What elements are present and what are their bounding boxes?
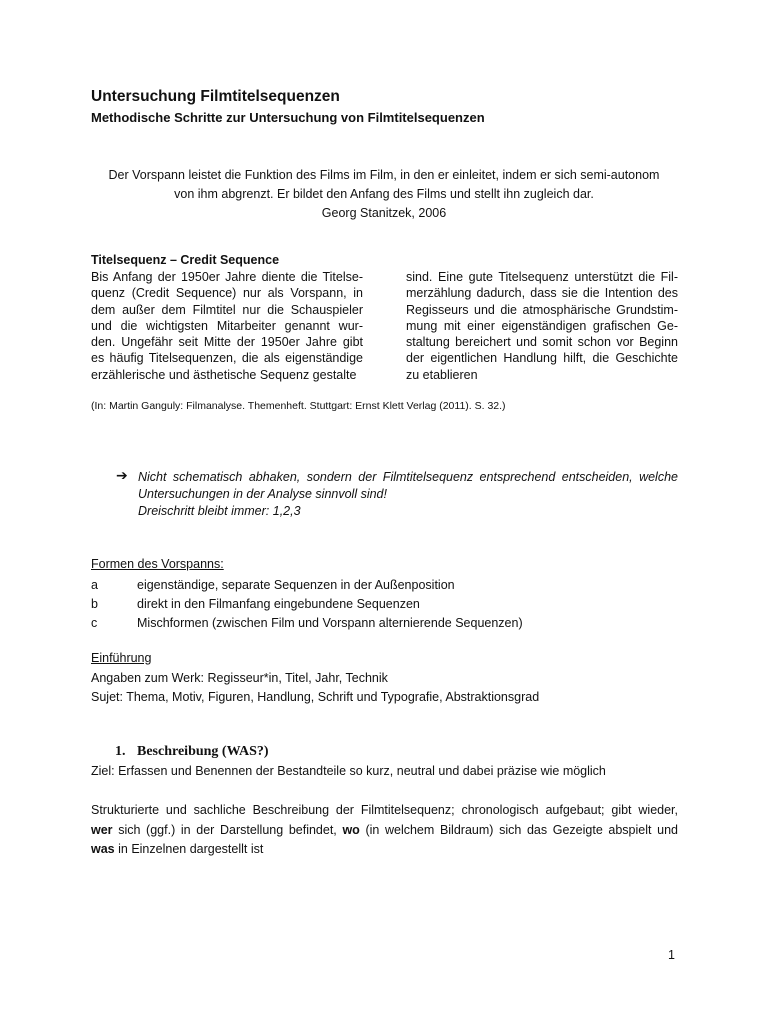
text-line: dem außer dem Filmtitel nur die Schauspieler (91, 302, 363, 317)
page-number: 1 (668, 948, 675, 962)
citation: (In: Martin Ganguly: Filmanalyse. Themenheft. Stuttgart: Ernst Klett Verlag (2011). S. 32.) (91, 400, 506, 412)
einfuehrung-body (91, 669, 539, 706)
text-line: und die wichtigsten Mitarbeiter genannt wur- (91, 318, 363, 333)
epigraph-quote (90, 166, 678, 223)
page-title: Untersuchung Filmtitelsequenzen (91, 88, 340, 105)
formen-heading: Formen des Vorspanns: (91, 557, 224, 571)
list-item-text: eigenständige, separate Sequenzen in der Außenposition (137, 578, 455, 592)
text-line (91, 821, 678, 841)
heading-text: Beschreibung (WAS?) (137, 744, 269, 759)
einfuehrung-heading: Einführung (91, 651, 152, 665)
list-item (91, 595, 523, 614)
text-line: Angaben zum Werk: Regisseur*in, Titel, Jahr, Technik (91, 671, 388, 685)
list-item (91, 614, 523, 633)
list-item-letter: b (91, 597, 98, 611)
text-line: Sujet: Thema, Motiv, Figuren, Handlung, Schrift und Typografie, Abstraktionsgrad (91, 689, 540, 704)
text-line: der eigentlichen Handlung hilft, die Geschichte (406, 351, 678, 366)
text-line: Strukturierte und sachliche Beschreibung der Filmtitelsequenz; chronologisch aufgebaut; gibt wieder, (91, 803, 678, 817)
text-line: erzählerische und ästhetische Sequenz gestalte (91, 367, 357, 382)
note-line: Nicht schematisch abhaken, sondern der Filmtitelsequenz entsprechend entscheiden, welche (138, 470, 678, 484)
note-line: Untersuchungen in der Analyse sinnvoll sind! (138, 487, 387, 501)
list-item-text: Mischformen (zwischen Film und Vorspann alternierende Sequenzen) (137, 616, 523, 630)
heading-number: 1. (115, 744, 126, 759)
text-line: zu etablieren (406, 367, 478, 382)
beschreibung-heading (115, 744, 269, 760)
text-line: Regisseurs und die atmosphärische Grundstim- (406, 302, 678, 317)
quote-author: Georg Stanitzek, 2006 (321, 206, 447, 220)
text-line: es häufig Titelsequenzen, die als eigenständige (91, 351, 363, 366)
bold-wo: wo (342, 822, 360, 837)
quote-line: von ihm abgrenzt. Er bildet den Anfang des Films und stellt ihn zugleich dar. (174, 187, 594, 201)
note-block (138, 469, 678, 520)
list-item (91, 576, 523, 595)
page-subtitle: Methodische Schritte zur Untersuchung von Filmtitelsequenzen (91, 110, 485, 125)
text-line: den. Ungefähr seit Mitte der 1950er Jahre gibt (91, 335, 363, 350)
text-line (91, 840, 678, 860)
bold-wer: wer (91, 822, 113, 837)
text-line: sind. Eine gute Titelsequenz unterstützt die Fil- (406, 270, 678, 284)
formen-list (91, 576, 523, 633)
text-line: merzählung dadurch, dass sie die Intention des (406, 286, 678, 301)
list-item-text: direkt in den Filmanfang eingebundene Sequenzen (137, 597, 420, 611)
ziel-text: Ziel: Erfassen und Benennen der Bestandteile so kurz, neutral und dabei präzise wie möglich (91, 764, 606, 778)
list-item-letter: a (91, 578, 98, 592)
credit-sequence-heading: Titelsequenz – Credit Sequence (91, 253, 280, 267)
quote-line: Der Vorspann leistet die Funktion des Films im Film, in den er einleitet, indem er sich semi-autonom (108, 168, 660, 182)
text-line: mung mit einer eigenständigen grafischen Ge- (406, 318, 678, 333)
text-fragment: (in welchem Bildraum) sich das Gezeigte abspielt und (359, 822, 678, 837)
text-line: Bis Anfang der 1950er Jahre diente die Titelse- (91, 270, 363, 284)
bold-was: was (91, 842, 115, 856)
text-fragment: sich (ggf.) in der Darstellung befindet, (112, 822, 343, 837)
text-line: quenz (Credit Sequence) nur als Vorspann, in (91, 286, 363, 301)
credit-text-left-column (91, 269, 363, 383)
credit-text-right-column (406, 269, 678, 383)
list-item-letter: c (91, 616, 98, 630)
beschreibung-paragraph (91, 801, 678, 860)
text-line: staltung bereichert und somit schon vor Beginn (406, 335, 678, 350)
arrow-right-icon: ➔ (116, 467, 128, 483)
text-fragment: in Einzelnen dargestellt ist (114, 842, 264, 856)
note-line: Dreischritt bleibt immer: 1,2,3 (138, 504, 301, 518)
